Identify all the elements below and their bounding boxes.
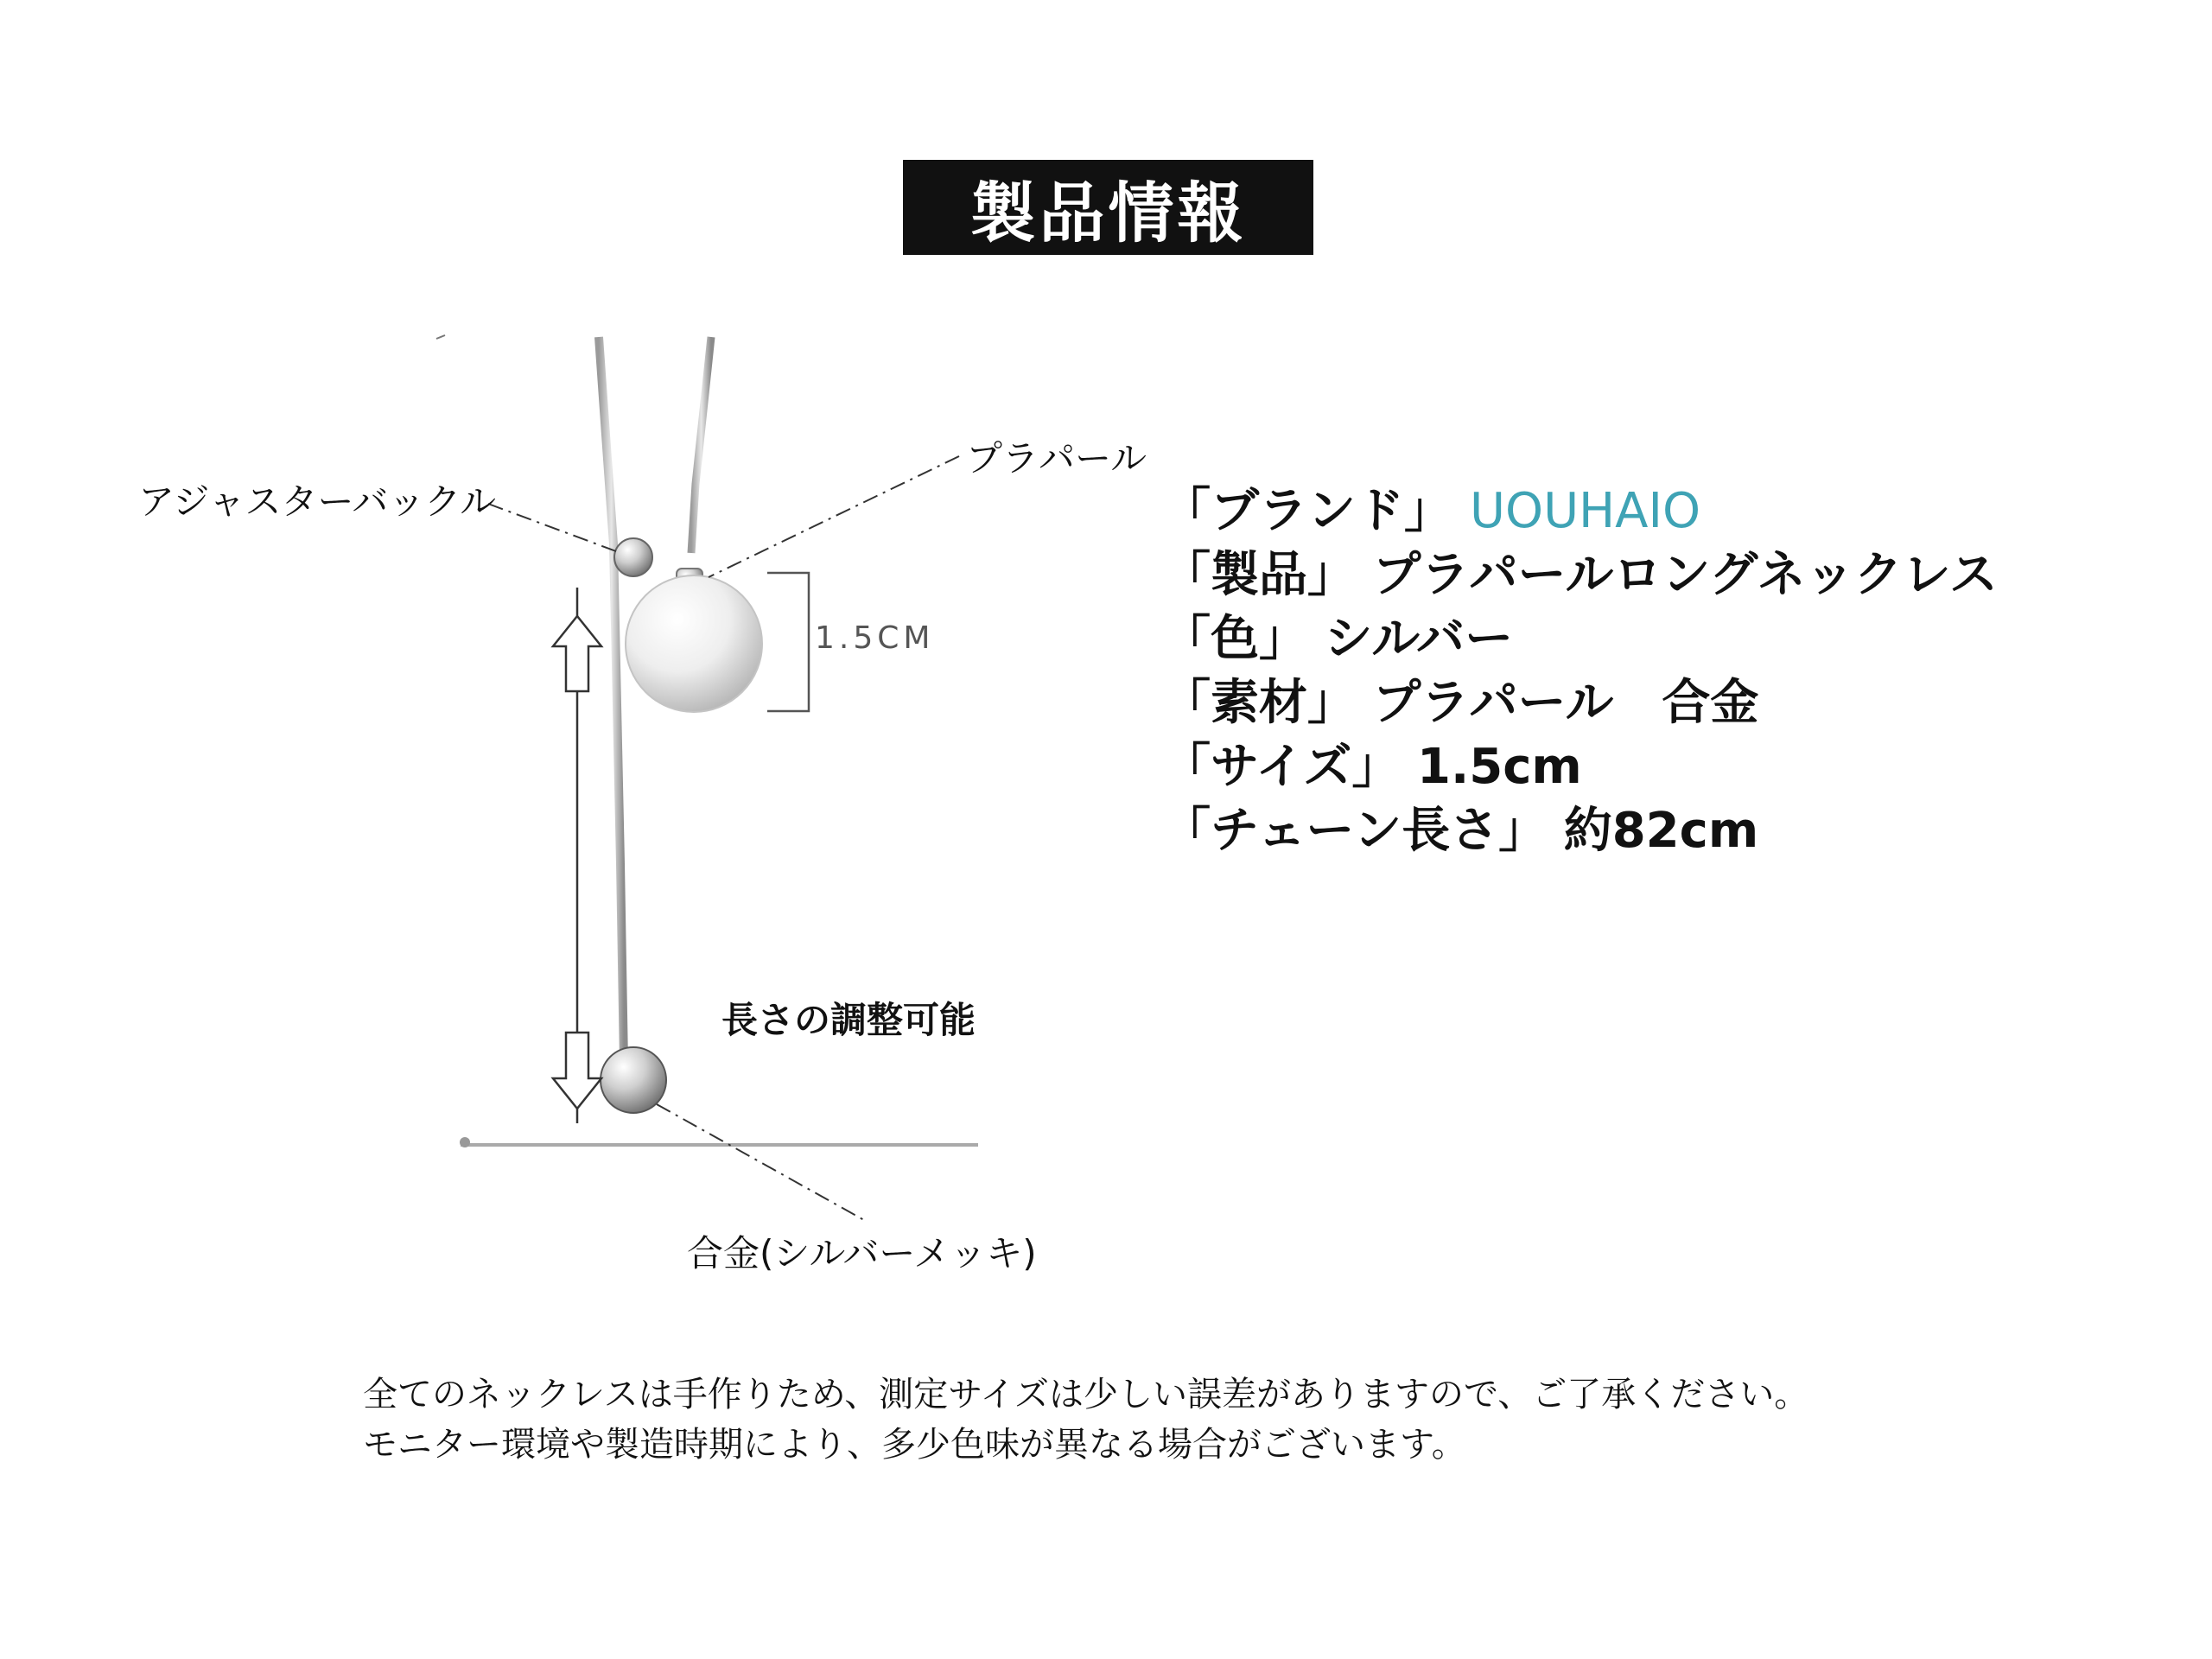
note-line-1: 全てのネックレスは手作りため、測定サイズは少しい誤差がありますので、ご了承ください。 xyxy=(363,1375,1809,1414)
page-title: 製品情報 xyxy=(903,160,1313,255)
alloy-leader xyxy=(657,1104,864,1220)
pearl xyxy=(626,575,762,712)
pearl-label: プラパール xyxy=(966,437,1147,480)
up-arrow-icon xyxy=(553,616,601,691)
size-label: 1.5CM xyxy=(815,620,935,656)
adjustable-label: 長さの調整可能 xyxy=(721,999,976,1041)
spec-value: プラパールロングネックレス xyxy=(1372,547,1999,603)
spec-label: 「サイズ」 xyxy=(1162,739,1401,795)
spec-value: 約82cm xyxy=(1563,803,1759,859)
bottom-ball xyxy=(601,1047,666,1113)
spec-label: 「色」 xyxy=(1162,611,1307,667)
spec-product xyxy=(1162,543,1998,607)
spec-material xyxy=(1162,671,1998,735)
adjuster-label: アジャスターバックル xyxy=(138,480,497,523)
ground-dot xyxy=(460,1137,470,1147)
down-arrow-icon xyxy=(553,1033,601,1109)
note-line-2: モニター環境や製造時期により、多少色味が異なる場合がございます。 xyxy=(363,1425,1466,1465)
disclaimer-note xyxy=(363,1370,1808,1470)
left-chain xyxy=(599,337,624,1063)
spec-value: 1.5cm xyxy=(1417,739,1582,795)
pearl-leader xyxy=(709,456,959,577)
spec-label: 「素材」 xyxy=(1162,675,1356,731)
spec-list xyxy=(1162,480,1998,863)
size-bracket xyxy=(767,573,809,711)
spec-value: シルバー xyxy=(1324,611,1514,667)
spec-chain-length xyxy=(1162,799,1998,863)
adjuster-bead xyxy=(614,538,652,576)
right-chain xyxy=(691,337,711,553)
spec-size xyxy=(1162,735,1998,799)
spec-value: プラパール 合金 xyxy=(1372,675,1759,731)
brand-value: UOUHAIO xyxy=(1470,483,1701,539)
alloy-label: 合金(シルバーメッキ) xyxy=(687,1232,1037,1274)
spec-brand xyxy=(1162,480,1998,543)
spec-label: 「チェーン長さ」 xyxy=(1162,803,1548,859)
spec-color xyxy=(1162,607,1998,671)
spec-label: 「ブランド」 xyxy=(1162,483,1452,539)
spec-label: 「製品」 xyxy=(1162,547,1356,603)
corner-mark xyxy=(436,335,445,339)
adjuster-leader xyxy=(488,504,616,551)
